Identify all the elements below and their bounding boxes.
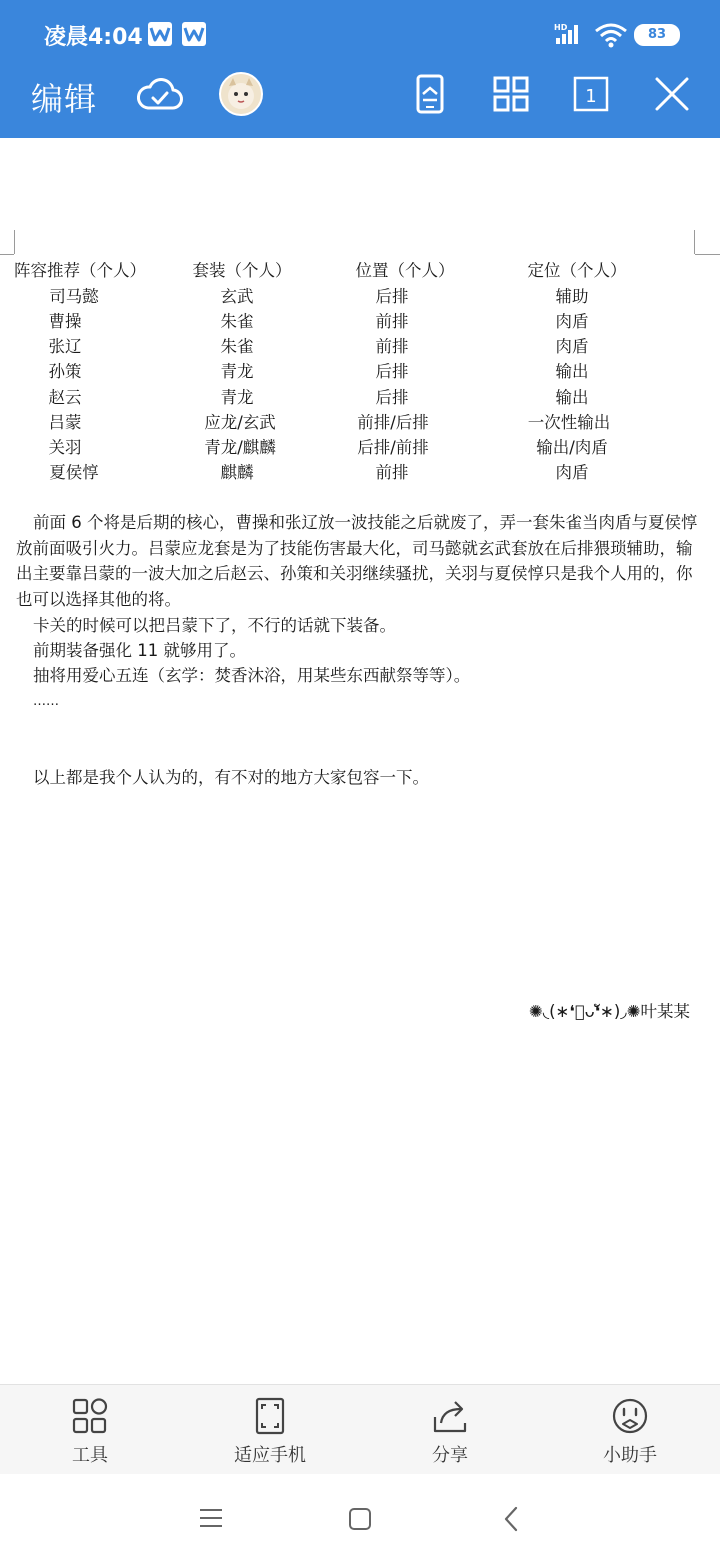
share-icon [431, 1397, 469, 1435]
table-cell: 肉盾 [555, 337, 589, 356]
table-cell: 输出 [555, 388, 589, 407]
table-cell: 司马懿 [49, 287, 99, 306]
menu-icon[interactable] [199, 1508, 223, 1528]
table-header: 位置（个人） [355, 261, 455, 280]
table-cell: 应龙/玄武 [204, 413, 276, 432]
table-cell: 后排/前排 [357, 438, 429, 457]
paragraph: …… [33, 694, 59, 709]
paragraph: 抽将用爱心五连（玄学：焚香沐浴，用某些东西献祭等等）。 [33, 666, 471, 685]
tools-button[interactable] [0, 1385, 180, 1475]
tools-icon [71, 1397, 109, 1435]
wifi-icon [594, 22, 628, 48]
table-row [0, 358, 720, 384]
table-cell: 辅助 [555, 287, 589, 306]
cloud-check-icon[interactable] [136, 74, 184, 114]
edit-button[interactable]: 编辑 [31, 80, 98, 118]
table-cell: 孙策 [48, 362, 82, 381]
table-cell: 夏侯惇 [49, 463, 99, 482]
table-cell: 关羽 [48, 438, 82, 457]
table-cell: 玄武 [220, 287, 254, 306]
table-row [0, 283, 720, 309]
table-cell: 一次性输出 [527, 413, 611, 432]
table-cell: 前排/后排 [357, 413, 429, 432]
table-header: 定位（个人） [527, 261, 627, 280]
table-row [0, 384, 720, 410]
assistant-button[interactable] [540, 1385, 720, 1475]
table-cell: 后排 [375, 287, 409, 306]
table-header-row [0, 257, 720, 283]
status-icons [500, 20, 680, 48]
battery-indicator: 83 [634, 24, 680, 46]
table-cell: 曹操 [48, 312, 82, 331]
assistant-icon [611, 1397, 649, 1435]
bottom-toolbar [0, 1384, 720, 1475]
share-label: 分享 [432, 1445, 468, 1466]
paragraph: 卡关的时候可以把吕蒙下了，不行的话就下装备。 [33, 616, 396, 635]
page-count-icon[interactable] [573, 76, 609, 112]
tools-label: 工具 [72, 1445, 108, 1466]
system-navigation-bar [0, 1474, 720, 1560]
table-cell: 输出/肉盾 [536, 438, 608, 457]
margin-marker [14, 230, 15, 254]
fit-screen-icon [254, 1397, 286, 1435]
paragraph: 前面 6 个将是后期的核心，曹操和张辽放一波技能之后就废了，弄一套朱雀当肉盾与夏侯惇放前面吸引火力。吕蒙应龙套是为了技能伤害最大化，司马懿就玄武套放在后排猥琐辅助，输出主要靠吕蒙的一波大加之后赵云、孙策和关羽继续骚扰，关羽与夏侯惇只是我个人用的，你也可以选择其他的将。 [16, 513, 698, 609]
share-button[interactable] [360, 1385, 540, 1475]
page-count: 1 [585, 86, 597, 107]
status-time: 凌晨4:04 [44, 25, 143, 50]
table-cell: 青龙 [220, 362, 254, 381]
table-cell: 吕蒙 [48, 413, 82, 432]
table-row [0, 308, 720, 334]
table-row [0, 409, 720, 435]
back-icon[interactable] [502, 1506, 520, 1532]
table-cell: 赵云 [48, 388, 82, 407]
margin-marker [0, 254, 14, 255]
table-cell: 朱雀 [220, 312, 254, 331]
table-header: 套装（个人） [192, 261, 292, 280]
avatar[interactable] [219, 72, 263, 116]
paragraph: 前期装备强化 11 就够用了。 [33, 641, 246, 660]
grid-icon[interactable] [493, 76, 529, 112]
signal-icon [554, 22, 584, 46]
margin-marker [695, 254, 720, 255]
fit-screen-label: 适应手机 [234, 1445, 306, 1466]
table-cell: 前排 [375, 312, 409, 331]
table-cell: 青龙/麒麟 [204, 438, 276, 457]
top-app-bar [0, 0, 720, 138]
table-cell: 输出 [555, 362, 589, 381]
wps-notification-icon [148, 22, 172, 46]
document-page [0, 138, 720, 1384]
table-cell: 前排 [375, 337, 409, 356]
table-cell: 朱雀 [220, 337, 254, 356]
phone-mode-icon[interactable] [416, 74, 444, 114]
table-cell: 张辽 [48, 337, 82, 356]
table-row [0, 459, 720, 485]
table-row [0, 333, 720, 359]
table-cell: 后排 [375, 362, 409, 381]
paragraph: 以上都是我个人认为的，有不对的地方大家包容一下。 [33, 768, 429, 787]
table-cell: 青龙 [220, 388, 254, 407]
table-header: 阵容推荐（个人） [14, 261, 146, 280]
wps-notification-icon [182, 22, 206, 46]
table-cell: 后排 [375, 388, 409, 407]
close-icon[interactable] [654, 76, 690, 112]
signature: ✺◟(∗❛ัᴗ❛ั∗)◞✺叶某某 [528, 1002, 690, 1021]
table-cell: 肉盾 [555, 312, 589, 331]
assistant-label: 小助手 [603, 1445, 657, 1466]
table-cell: 麒麟 [220, 463, 254, 482]
table-cell: 前排 [375, 463, 409, 482]
network-type: HD [554, 23, 568, 32]
margin-marker [694, 230, 695, 254]
fit-screen-button[interactable] [180, 1385, 360, 1475]
table-cell: 肉盾 [555, 463, 589, 482]
table-row [0, 434, 720, 460]
home-icon[interactable] [348, 1507, 372, 1531]
